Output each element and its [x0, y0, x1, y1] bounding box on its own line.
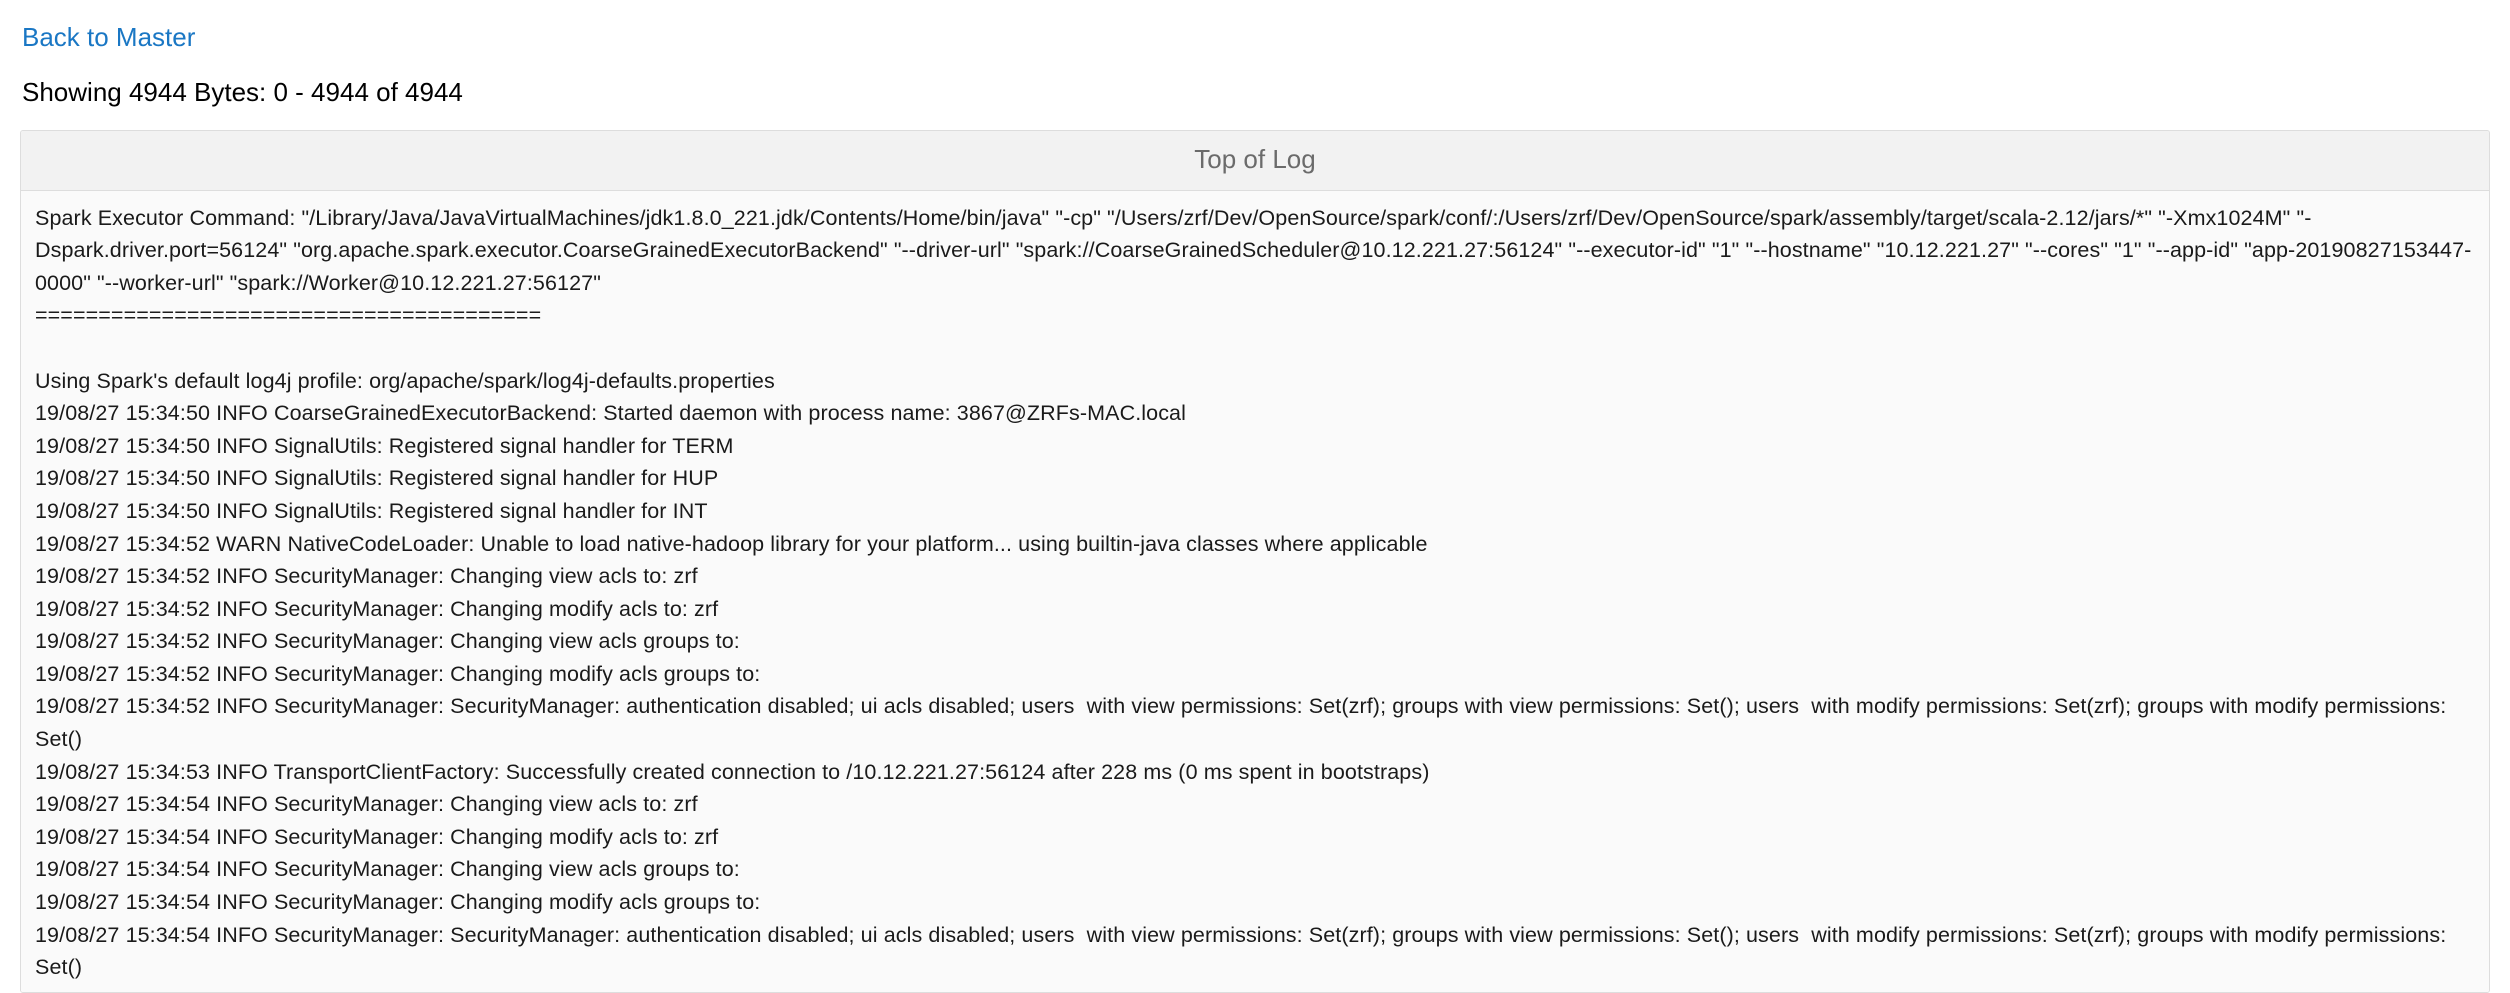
log-line: 19/08/27 15:34:54 INFO SecurityManager: Changing modify acls to: zrf	[35, 824, 719, 849]
back-to-master-link[interactable]: Back to Master	[22, 22, 196, 52]
log-panel	[20, 130, 2490, 992]
log-line: 19/08/27 15:34:52 INFO SecurityManager: Changing modify acls to: zrf	[35, 596, 719, 621]
log-line: 19/08/27 15:34:54 INFO SecurityManager: Changing view acls to: zrf	[35, 792, 698, 817]
log-content[interactable]	[21, 191, 2489, 992]
log-line	[35, 332, 2475, 365]
log-line: 19/08/27 15:34:52 INFO SecurityManager: Changing modify acls groups to:	[35, 661, 761, 686]
log-line: 19/08/27 15:34:50 INFO SignalUtils: Registered signal handler for HUP	[35, 466, 719, 491]
log-line: 19/08/27 15:34:54 INFO SecurityManager: Changing view acls groups to:	[35, 857, 740, 882]
log-line: 19/08/27 15:34:52 INFO SecurityManager: Changing view acls to: zrf	[35, 564, 698, 589]
log-line: 19/08/27 15:34:50 INFO CoarseGrainedExecutorBackend: Started daemon with process name: 3867@ZRFs-MAC.local	[35, 401, 1186, 426]
log-line: 19/08/27 15:34:54 INFO SecurityManager: SecurityManager: authentication disabled; ui acls disabled; users with view permissions: Set(zrf); groups with view permissions: Set(); users with modify permissions: Set(zrf); groups with modify permissions: Set()	[35, 922, 2453, 980]
log-line: 19/08/27 15:34:52 WARN NativeCodeLoader: Unable to load native-hadoop library for your platform... using builtin-java classes where applicable	[35, 531, 1428, 556]
log-line: Spark Executor Command: "/Library/Java/JavaVirtualMachines/jdk1.8.0_221.jdk/Contents/Home/bin/java" "-cp" "/Users/zrf/Dev/OpenSource/spark/conf/:/Users/zrf/Dev/OpenSource/spark/assembly/target/scala-2.12/jars/*" "-Xmx1024M" "-Dspark.driver.port=56124" "org.apache.spark.executor.CoarseGrainedExecutorBackend" "--driver-url" "spark://CoarseGrainedScheduler@10.12.221.27:56124" "--executor-id" "1" "--hostname" "10.12.221.27" "--cores" "1" "--app-id" "app-20190827153447-0000" "--worker-url" "spark://Worker@10.12.221.27:56127"	[35, 205, 2472, 295]
log-line: 19/08/27 15:34:50 INFO SignalUtils: Registered signal handler for TERM	[35, 433, 734, 458]
log-panel-header: Top of Log	[21, 131, 2489, 190]
showing-bytes-status: Showing 4944 Bytes: 0 - 4944 of 4944	[22, 77, 463, 108]
log-line: 19/08/27 15:34:52 INFO SecurityManager: Changing view acls groups to:	[35, 629, 740, 654]
log-line: 19/08/27 15:34:53 INFO TransportClientFactory: Successfully created connection to /10.12.221.27:56124 after 228 ms (0 ms spent in bootstraps)	[35, 759, 1430, 784]
log-line: 19/08/27 15:34:52 INFO SecurityManager: SecurityManager: authentication disabled; ui acls disabled; users with view permissions: Set(zrf); groups with view permissions: Set(); users with modify permissions: Set(zrf); groups with modify permissions: Set()	[35, 694, 2453, 752]
log-line: Using Spark's default log4j profile: org/apache/spark/log4j-defaults.properties	[35, 368, 775, 393]
log-line: 19/08/27 15:34:50 INFO SignalUtils: Registered signal handler for INT	[35, 498, 708, 523]
log-line: 19/08/27 15:34:54 INFO SecurityManager: Changing modify acls groups to:	[35, 890, 761, 915]
log-line: ========================================	[35, 303, 542, 328]
